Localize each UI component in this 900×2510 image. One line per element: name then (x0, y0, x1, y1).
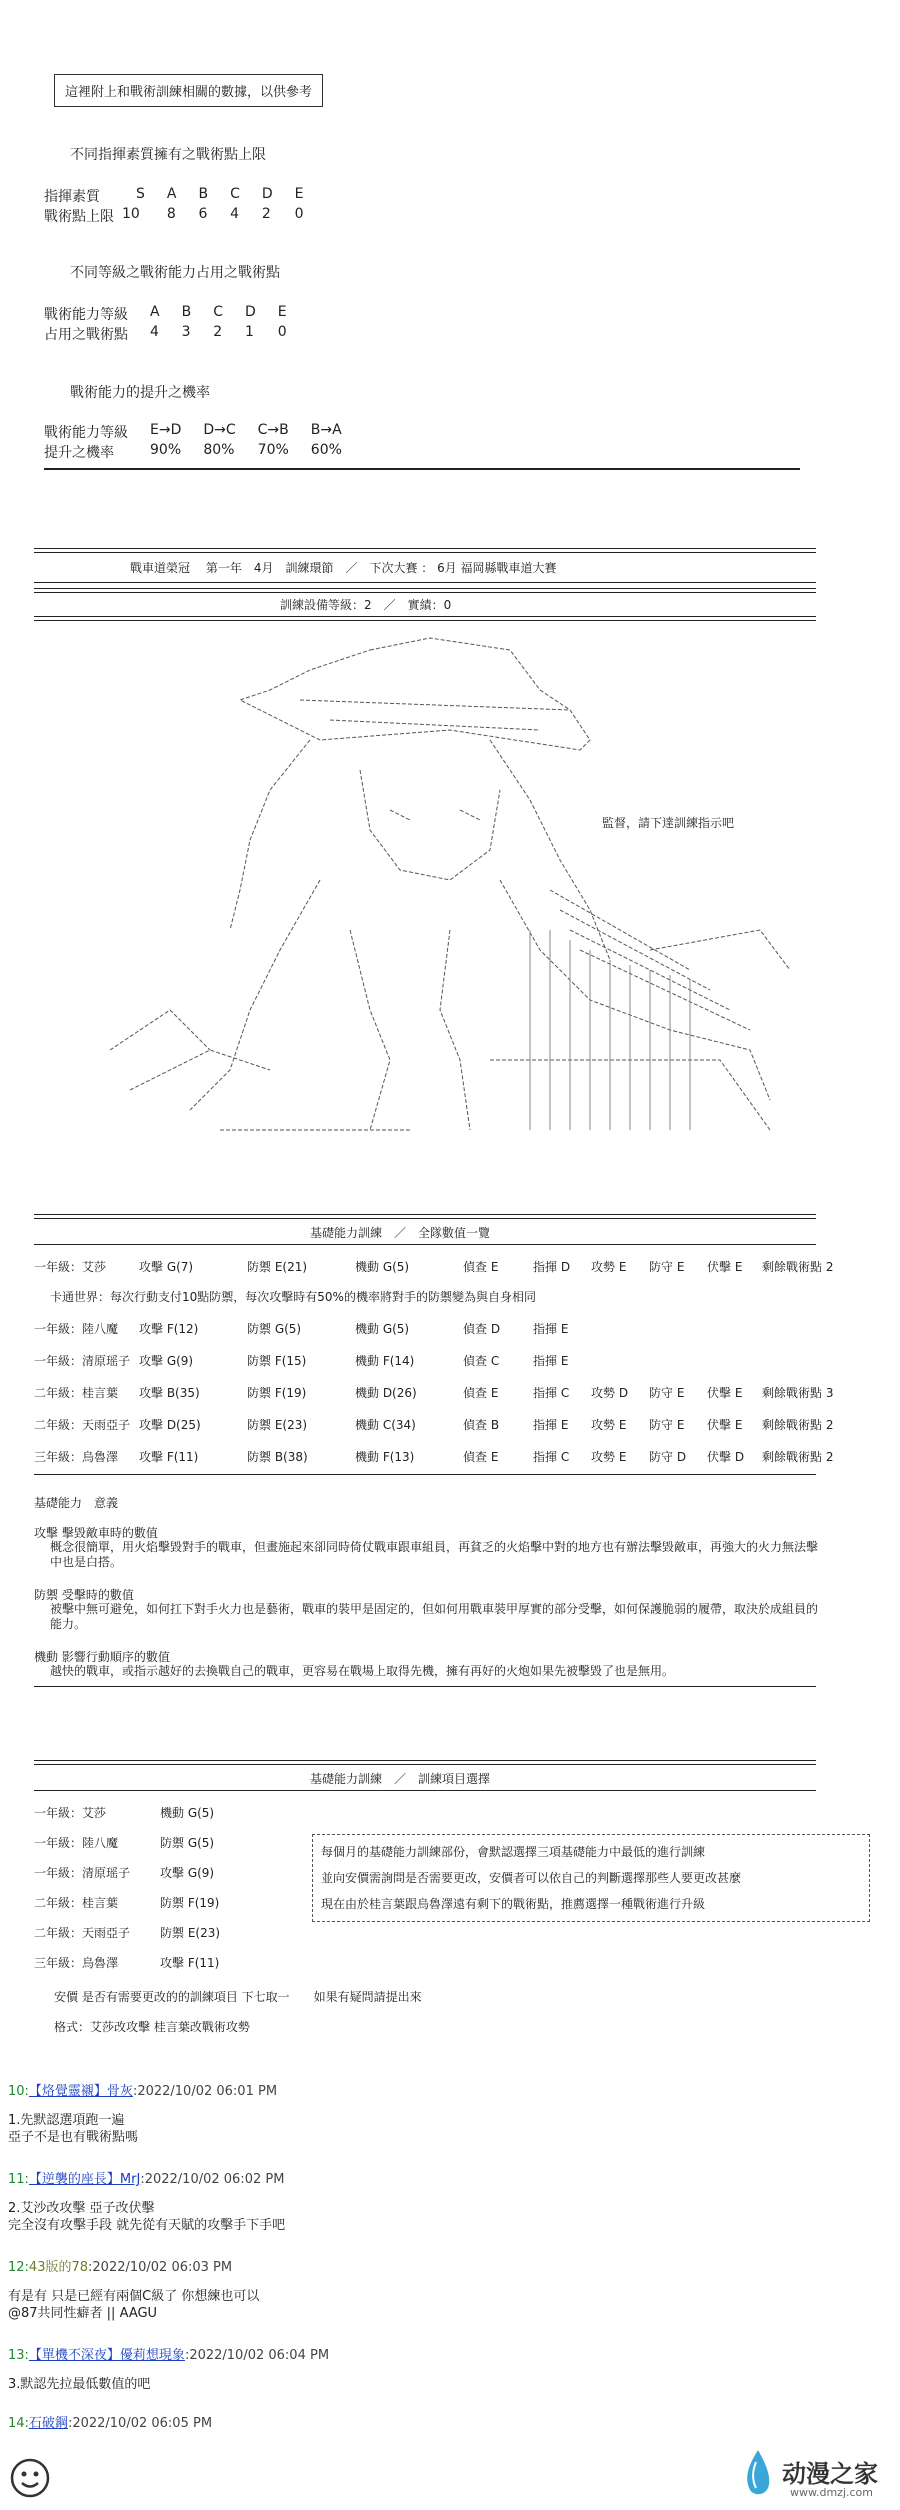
stat-recon: 偵查 E (463, 1386, 499, 1400)
t3-cell: 80% (203, 442, 235, 458)
stat-points: 剩餘戰術點 2 (762, 1260, 834, 1274)
member-name: 二年級：天雨亞子 (34, 1418, 131, 1432)
member-name: 一年級：艾莎 (34, 1260, 107, 1274)
stat-guard: 防守 D (649, 1450, 687, 1464)
attack-heading: 攻擊 擊毀敵車時的數值 (34, 1526, 158, 1540)
choice-stat: 攻擊 F(11) (160, 1956, 220, 1970)
t1-cell: S (136, 186, 145, 202)
post-author-link[interactable]: 【單機不深夜】優莉想現象 (28, 2348, 185, 2363)
t3-cell: C→B (257, 422, 289, 438)
choice-member: 二年級：天雨亞子 (34, 1926, 131, 1940)
smiley-icon (8, 2456, 52, 2500)
post-number: 13: (8, 2348, 29, 2363)
member-name: 三年級：烏魯澤 (34, 1450, 119, 1464)
t2-cell: D (244, 304, 256, 320)
divider (34, 616, 816, 621)
post-timestamp: :2022/10/02 06:02 PM (140, 2172, 285, 2187)
post-header (8, 2412, 212, 2431)
speech-bubble: 監督，請下達訓練指示吧 (602, 816, 735, 830)
post-number: 10: (8, 2084, 29, 2099)
t2-cell: E (277, 304, 287, 320)
t1-cell: B (198, 186, 209, 202)
divider (34, 1214, 816, 1219)
stat-defense: 防禦 E(21) (247, 1260, 308, 1274)
stat-attack: 攻擊 G(9) (139, 1354, 194, 1368)
logo-text: 动漫之家 (782, 2460, 878, 2488)
t1-cell: 10 (122, 206, 140, 222)
table-row (34, 1320, 591, 1337)
stat-points: 剩餘戰術點 2 (762, 1450, 834, 1464)
table1-title: 不同指揮素質擁有之戰術點上限 (70, 147, 266, 163)
t1-cell: 6 (198, 206, 208, 222)
stat-ambush: 伏擊 E (707, 1418, 743, 1432)
divider (34, 1244, 816, 1245)
t1-cell: E (294, 186, 304, 202)
dmzj-logo-icon (738, 2448, 778, 2500)
choice-member: 二年級：桂言葉 (34, 1896, 119, 1910)
post-header (8, 2080, 277, 2099)
stat-offense: 攻勢 D (591, 1386, 629, 1400)
t1-cell: 8 (166, 206, 176, 222)
stat-offense: 攻勢 E (591, 1450, 627, 1464)
stat-defense: 防禦 B(38) (247, 1450, 308, 1464)
stat-mobility: 機動 F(13) (355, 1450, 415, 1464)
info-line: 並向安價需詢問是否需要更改，安價者可以依自己的判斷選擇那些人要更改甚麼 (321, 1871, 742, 1885)
t2-cell: 4 (150, 324, 159, 340)
t2-cell: 戰術能力等級 (44, 307, 128, 323)
member-name: 一年級：清原瑶子 (34, 1354, 131, 1368)
character-illustration (70, 630, 830, 1160)
choice-stat: 防禦 E(23) (160, 1926, 221, 1940)
divider (34, 548, 816, 553)
logo-url: www.dmzj.com (790, 2486, 873, 2499)
stat-offense: 攻勢 E (591, 1418, 627, 1432)
post-number: 14: (8, 2416, 29, 2431)
stat-ambush: 伏擊 E (707, 1386, 743, 1400)
t1-cell: 2 (261, 206, 271, 222)
post-timestamp: :2022/10/02 06:03 PM (88, 2260, 233, 2275)
post-header (8, 2168, 284, 2187)
table-row (34, 1258, 833, 1275)
choice-member: 一年級：清原瑶子 (34, 1866, 131, 1880)
stat-command: 指揮 D (533, 1260, 571, 1274)
choice-stat: 機動 G(5) (160, 1806, 215, 1820)
stat-ambush: 伏擊 D (707, 1450, 745, 1464)
stat-attack: 攻擊 F(12) (139, 1322, 199, 1336)
divider (34, 1760, 816, 1765)
choice-stat: 防禦 F(19) (160, 1896, 220, 1910)
stat-defense: 防禦 E(23) (247, 1418, 308, 1432)
info-line: 每個月的基礎能力訓練部份，會默認選擇三項基礎能力中最低的進行訓練 (321, 1845, 706, 1859)
t1-cell: 4 (230, 206, 239, 222)
special-ability: 卡通世界：每次行動支付10點防禦，每次攻擊時有50%的機率將對手的防禦變為與自身相同 (50, 1290, 536, 1304)
meaning-title: 基礎能力 意義 (34, 1496, 119, 1510)
table-row (34, 1416, 833, 1433)
divider (34, 1790, 816, 1791)
info-line: 現在由於桂言葉跟烏魯澤遠有剩下的戰術點，推薦選擇一種戰術進行升級 (321, 1897, 706, 1911)
post-line: 亞子不是也有戰術點嗎 (8, 2130, 139, 2145)
t1-cell: C (230, 186, 240, 202)
mobility-heading: 機動 影響行動順序的數值 (34, 1650, 170, 1664)
post-header (8, 2256, 232, 2275)
episode-title: 戰車道榮冠 第一年 4月 訓練環節 ／ 下次大賽 ： 6月 福岡縣戰車道大賽 (130, 561, 557, 575)
note-box (54, 74, 323, 107)
post-author-link[interactable]: 【烙覺靈襯】骨灰 (28, 2084, 133, 2099)
stat-recon: 偵查 E (463, 1260, 499, 1274)
post-body (8, 2288, 259, 2322)
stat-recon: 偵查 B (463, 1418, 500, 1432)
t1-cell: 戰術點上限 (44, 209, 114, 225)
t1-cell: 指揮素質 (44, 189, 100, 205)
vote-prompt: 安價 是否有需要更改的的訓練項目 下七取一 如果有疑問請提出來 (54, 1990, 422, 2004)
stat-mobility: 機動 G(5) (355, 1322, 410, 1336)
vote-format: 格式：艾莎改攻擊 桂言葉改戰術攻勢 (54, 2020, 250, 2034)
info-box (312, 1834, 870, 1922)
stat-attack: 攻擊 B(35) (139, 1386, 200, 1400)
table3-title: 戰術能力的提升之機率 (70, 385, 210, 401)
table2 (44, 304, 295, 344)
choice-stat: 攻擊 G(9) (160, 1866, 215, 1880)
stat-mobility: 機動 G(5) (355, 1260, 410, 1274)
t3-cell: 提升之機率 (44, 445, 114, 461)
stat-recon: 偵查 C (463, 1354, 500, 1368)
post-number: 12: (8, 2260, 29, 2275)
post-author: 43版的78 (28, 2260, 89, 2275)
stats-title: 基礎能力訓練 ／ 全隊數值一覽 (310, 1226, 491, 1240)
stat-attack: 攻擊 D(25) (139, 1418, 201, 1432)
post-timestamp: :2022/10/02 06:04 PM (184, 2348, 330, 2363)
member-name: 二年級：桂言葉 (34, 1386, 119, 1400)
table1 (44, 186, 312, 226)
choice-member: 一年級：艾莎 (34, 1806, 107, 1820)
divider (44, 468, 800, 470)
t2-cell: 0 (277, 324, 287, 340)
post-line: 有是有 只是已經有兩個C級了 你想練也可以 (8, 2289, 260, 2304)
post-author-link[interactable]: 石破鋼 (28, 2416, 68, 2431)
divider (34, 1686, 816, 1687)
stat-command: 指揮 E (533, 1418, 569, 1432)
t2-cell: 3 (181, 324, 191, 340)
table-row (34, 1352, 591, 1369)
t2-cell: C (213, 304, 223, 320)
note-text: 這裡附上和戰術訓練相關的數據，以供參考 (65, 85, 313, 100)
t3-cell: E→D (150, 422, 182, 438)
post-timestamp: :2022/10/02 06:01 PM (132, 2084, 278, 2099)
stat-command: 指揮 E (533, 1322, 569, 1336)
t1-cell: 0 (294, 206, 304, 222)
stat-defense: 防禦 F(19) (247, 1386, 307, 1400)
stat-ambush: 伏擊 E (707, 1260, 743, 1274)
post-line: 1.先默認選項跑一遍 (8, 2113, 125, 2128)
t3-cell: 90% (150, 442, 182, 458)
t1-cell: A (166, 186, 177, 202)
choice-member: 三年級：烏魯澤 (34, 1956, 119, 1970)
post-number: 11: (8, 2172, 29, 2187)
stat-defense: 防禦 F(15) (247, 1354, 307, 1368)
table3 (44, 422, 350, 462)
stat-defense: 防禦 G(5) (247, 1322, 302, 1336)
post-body (8, 2200, 285, 2234)
post-line: 2.艾沙改攻擊 亞子改伏擊 (8, 2201, 155, 2216)
t3-cell: 70% (257, 442, 289, 458)
attack-description: 概念很簡單，用火焰擊毀對手的戰車，但畫施起來卻同時倚仗戰車跟車組員，再貧乏的火焰擊中對的地方也有辦法擊毀敵車，再強大的火力無法擊中也是白搭。 (50, 1540, 819, 1569)
post-body (8, 2112, 138, 2146)
mobility-description: 越快的戰車，或指示越好的去換戰自己的戰車，更容易在戰場上取得先機，擁有再好的火炮如果先被擊毀了也是無用。 (50, 1664, 675, 1678)
table2-title: 不同等級之戰術能力占用之戰術點 (70, 265, 280, 281)
stat-mobility: 機動 D(26) (355, 1386, 417, 1400)
t3-cell: 60% (310, 442, 342, 458)
stat-points: 剩餘戰術點 2 (762, 1418, 834, 1432)
stat-recon: 偵查 E (463, 1450, 499, 1464)
facility-level: 訓練設備等級：2 ／ 實績：0 (280, 598, 452, 612)
stat-command: 指揮 C (533, 1450, 570, 1464)
choices-title: 基礎能力訓練 ／ 訓練項目選擇 (310, 1772, 491, 1786)
table-row (34, 1384, 833, 1401)
divider (34, 588, 816, 593)
defense-heading: 防禦 受擊時的數值 (34, 1588, 134, 1602)
choice-stat: 防禦 G(5) (160, 1836, 215, 1850)
stat-offense: 攻勢 E (591, 1260, 627, 1274)
t2-cell: 占用之戰術點 (44, 327, 128, 343)
t2-cell: 2 (213, 324, 223, 340)
t2-cell: A (150, 304, 160, 320)
stat-mobility: 機動 F(14) (355, 1354, 415, 1368)
post-body (8, 2376, 150, 2393)
stat-guard: 防守 E (649, 1386, 685, 1400)
post-line: @87共同性癖者 || AAGU (8, 2306, 158, 2321)
stat-points: 剩餘戰術點 3 (762, 1386, 834, 1400)
stat-command: 指揮 C (533, 1386, 570, 1400)
post-author-link[interactable]: 【逆襲的座長】MrJ (28, 2172, 141, 2187)
post-header (8, 2344, 329, 2363)
table-row (34, 1448, 833, 1465)
stat-guard: 防守 E (649, 1418, 685, 1432)
choice-member: 一年級：陸八魔 (34, 1836, 119, 1850)
divider (34, 582, 816, 583)
t3-cell: 戰術能力等級 (44, 425, 128, 441)
t3-cell: D→C (203, 422, 236, 438)
post-timestamp: :2022/10/02 06:05 PM (67, 2416, 213, 2431)
stat-attack: 攻擊 G(7) (139, 1260, 194, 1274)
t1-cell: D (261, 186, 273, 202)
stat-guard: 防守 E (649, 1260, 685, 1274)
t2-cell: 1 (244, 324, 254, 340)
defense-description: 被擊中無可避免，如何扛下對手火力也是藝術，戰車的裝甲是固定的，但如何用戰車裝甲厚實的部分受擊，如何保護脆弱的履帶，取決於成組員的能力。 (50, 1602, 819, 1631)
t2-cell: B (181, 304, 192, 320)
member-name: 一年級：陸八魔 (34, 1322, 119, 1336)
post-line: 3.默認先拉最低數值的吧 (8, 2377, 151, 2392)
t3-cell: B→A (310, 422, 342, 438)
post-line: 完全沒有攻擊手段 就先從有天賦的攻擊手下手吧 (8, 2218, 286, 2233)
stat-command: 指揮 E (533, 1354, 569, 1368)
divider (34, 1474, 816, 1475)
stat-attack: 攻擊 F(11) (139, 1450, 199, 1464)
stat-recon: 偵查 D (463, 1322, 501, 1336)
stat-mobility: 機動 C(34) (355, 1418, 416, 1432)
